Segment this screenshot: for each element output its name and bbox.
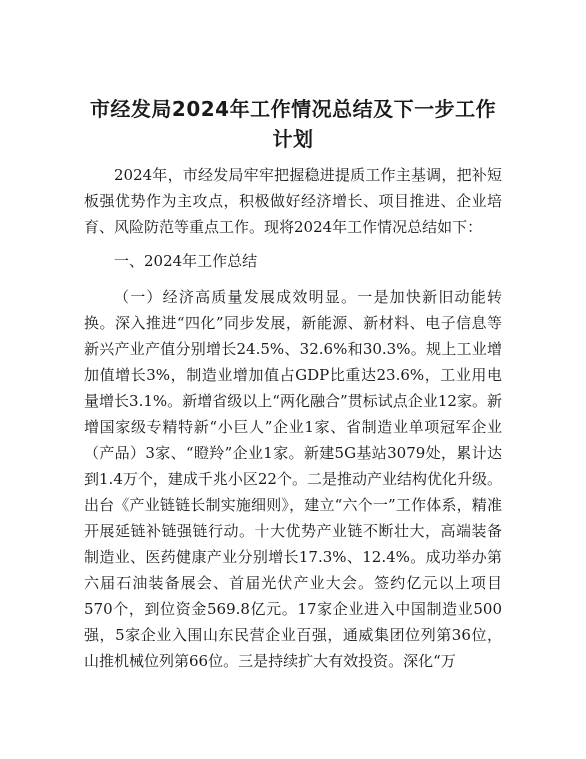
body-paragraph: （一）经济高质量发展成效明显。一是加快新旧动能转换。深入推进“四化”同步发展，新能源、新材料、电子信息等新兴产业产值分别增长24.5%、32.6%和30.3%。规上工业增加值增长3%，制造业增加值占GDP比重达23.6%，工业用电量增长3.1%。新增省级以上“两化融合”贯标试点企业12家。新增国家级专精特新“小巨人”企业1家、省制造业单项冠军企业（产品）3家、“瞪羚”企业1家。新建5G基站3079处，累计达到1.4万个，建成千兆小区22个。二是推动产业结构优化升级。出台《产业链链长制实施细则》，建立“六个一”工作体系，精准开展延链补链强链行动。十大优势产业链不断壮大，高端装备制造业、医药健康产业分别增长17.3%、12.4%。成功举办第六届石油装备展会、首届光伏产业大会。签约亿元以上项目570个，到位资金569.8亿元。17家企业进入中国制造业500强，5家企业入围山东民营企业百强，通威集团位列第36位，山推机械位列第66位。三是持续扩大有效投资。深化“万 (84, 288, 502, 670)
document-title: 市经发局2024年工作情况总结及下一步工作计划 (89, 97, 497, 151)
section-heading: 一、2024年工作总结 (114, 252, 258, 270)
intro-paragraph: 2024年，市经发局牢牢把握稳进提质工作主基调，把补短板强优势作为主攻点，积极做好经济增长、项目推进、企业培育、风险防范等重点工作。现将2024年工作情况总结如下： (84, 166, 502, 236)
